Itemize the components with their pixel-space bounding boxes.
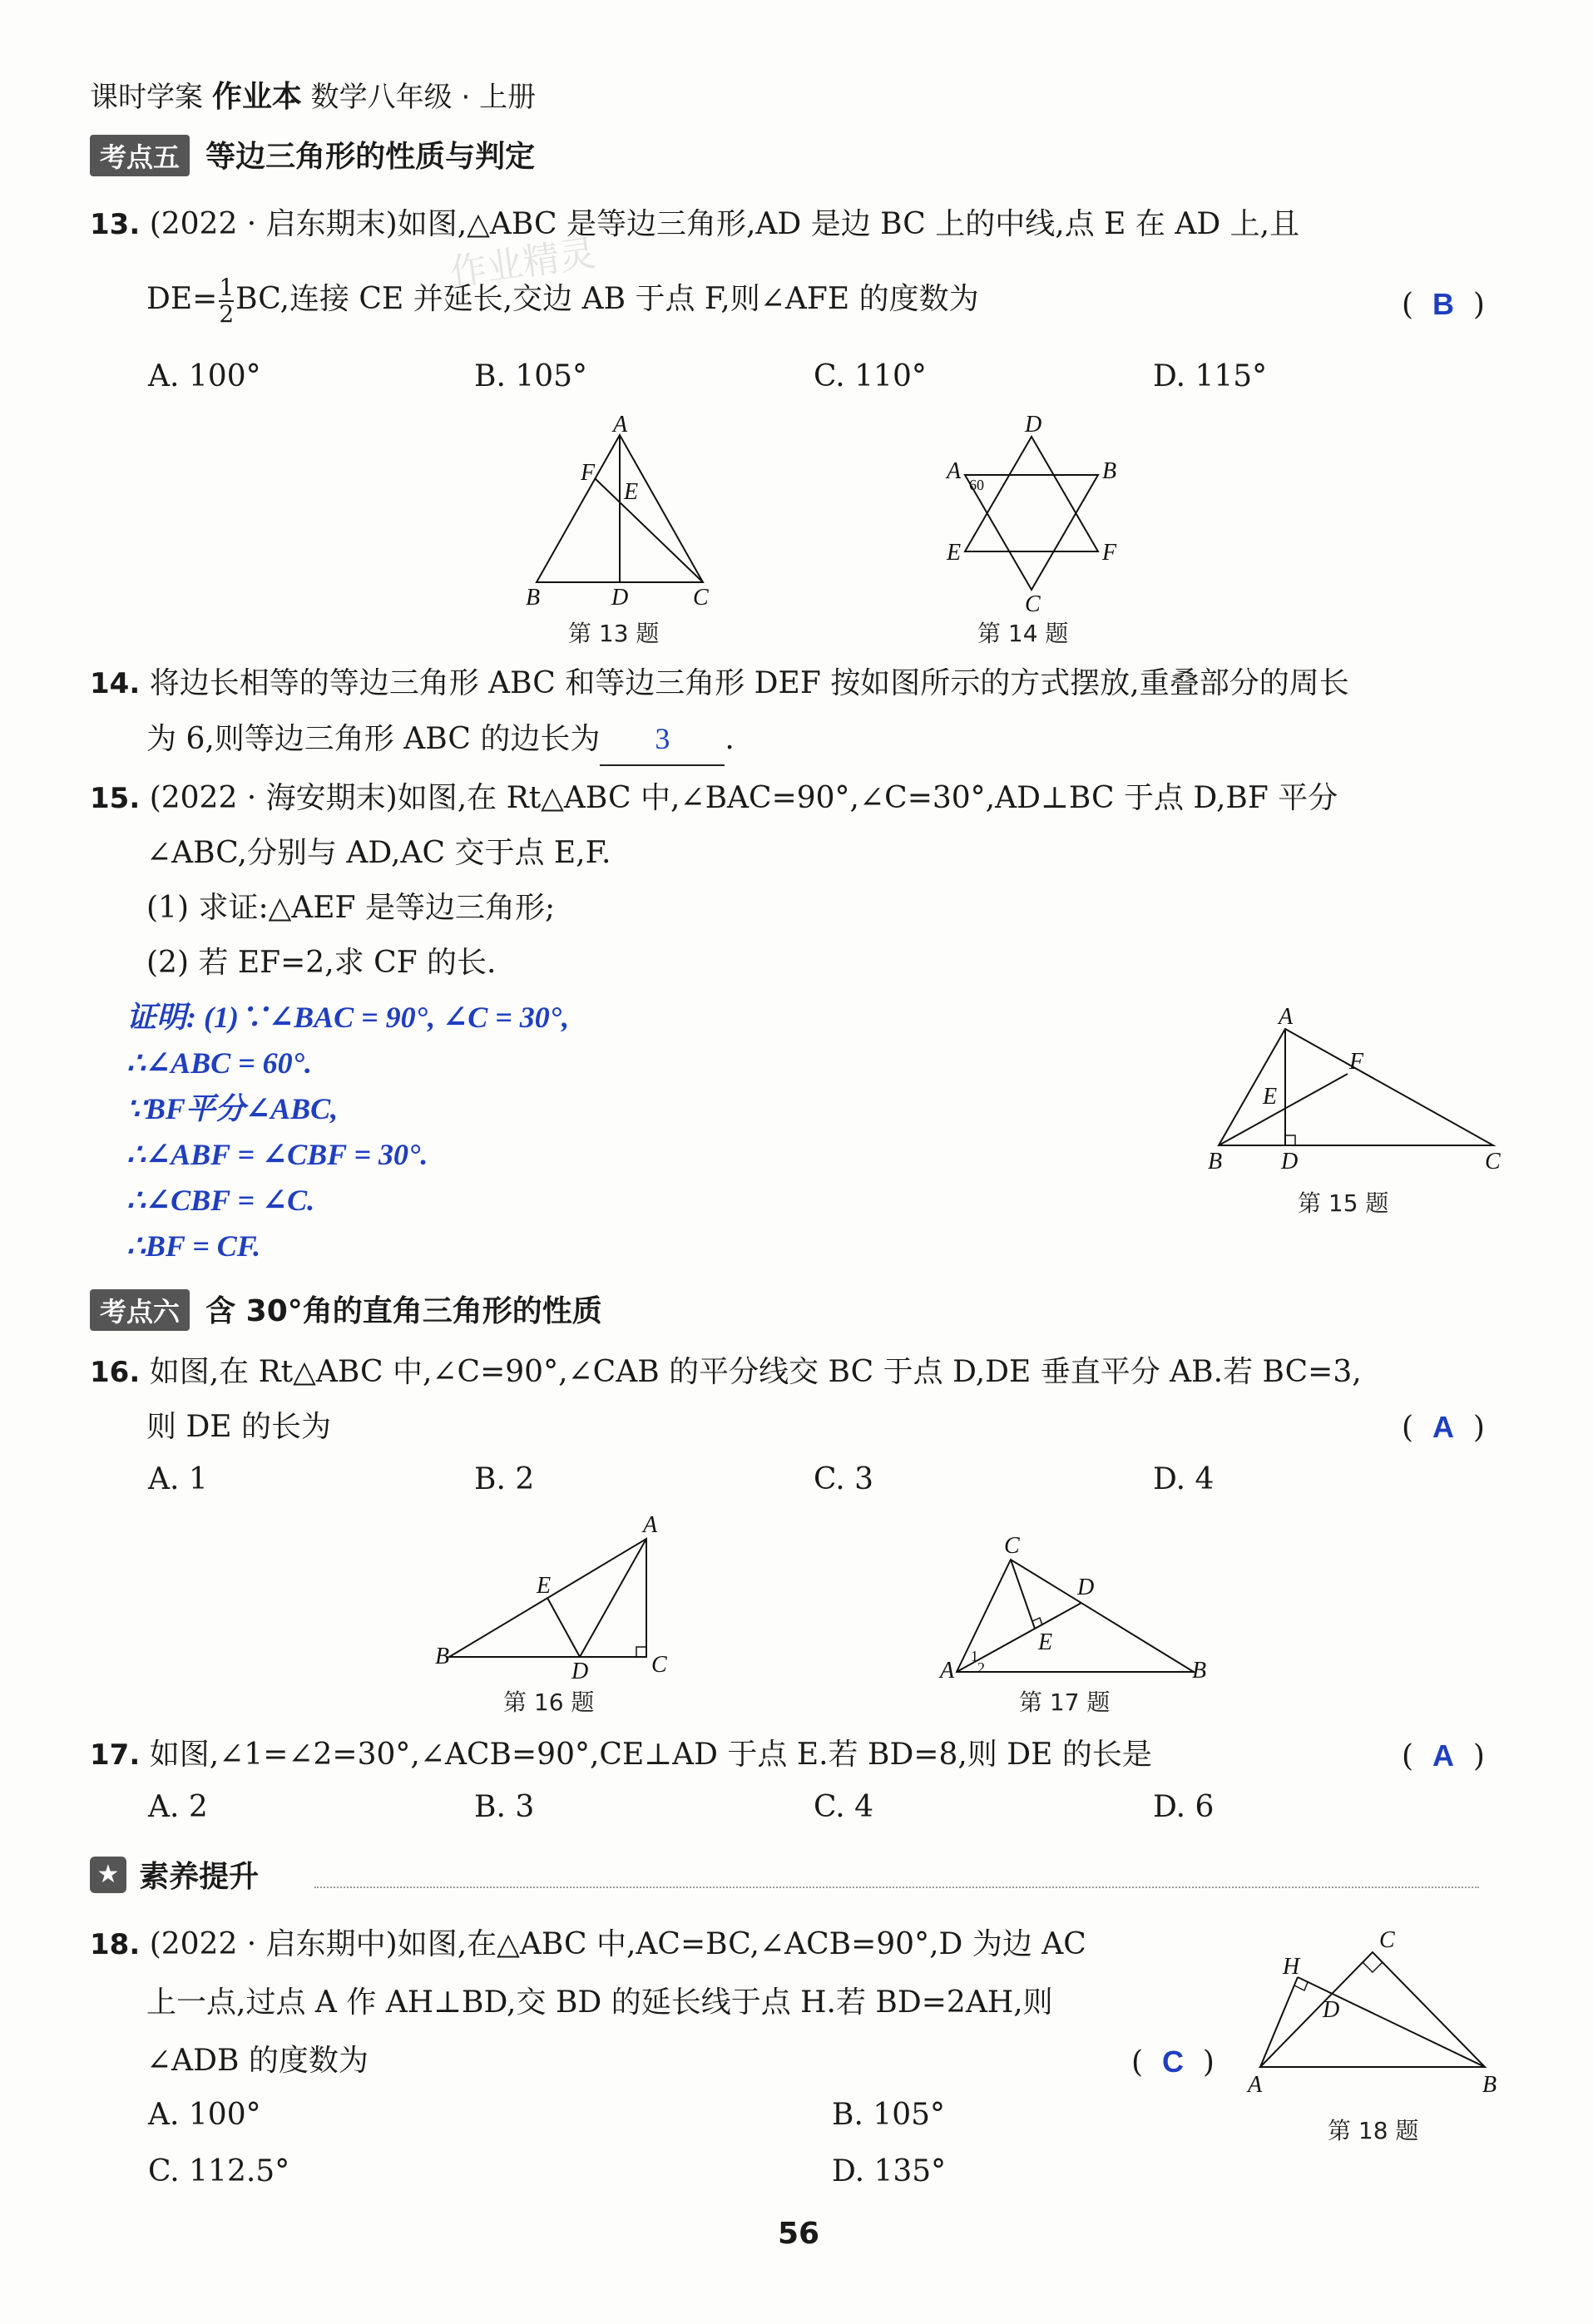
book-name-bold: 作业本	[211, 80, 302, 114]
label-c: C	[1379, 1927, 1395, 1953]
section-badge: 考点五	[90, 135, 190, 176]
proof-line: ∵BF平分∠ABC,	[126, 1092, 339, 1125]
figure-17	[928, 1535, 1219, 1684]
book-subject: 数学八年级 · 上册	[310, 81, 537, 114]
question-text: (2022 · 海安期末)如图,在 Rt△ABC 中,∠BAC=90°,∠C=30°,AD⊥BC 于点 D,BF 平分	[149, 781, 1338, 815]
figure-13	[516, 412, 732, 620]
label-c: C	[651, 1652, 667, 1678]
angle-60-label: 60	[969, 477, 984, 493]
label-a: A	[613, 412, 628, 438]
label-f: F	[1102, 540, 1117, 566]
label-a: A	[940, 1658, 955, 1684]
figure-caption: 第 13 题	[568, 620, 660, 647]
question-14-line2	[146, 714, 735, 766]
figure-14	[932, 412, 1131, 620]
label-b: B	[526, 585, 541, 611]
question-text: 为 6,则等边三角形 ABC 的边长为	[146, 722, 601, 756]
triangle-abc	[957, 1560, 1194, 1672]
question-16	[90, 1347, 1529, 1397]
segment-ce	[1011, 1560, 1035, 1629]
figure-18	[1239, 1917, 1514, 2109]
option-d: D. 135°	[832, 2154, 947, 2188]
question-number: 16.	[90, 1356, 141, 1389]
question-14	[90, 659, 1521, 709]
bisector-ad	[580, 1539, 646, 1657]
label-c: C	[693, 585, 709, 611]
section-badge: 考点六	[90, 1289, 190, 1331]
section-6-heading	[90, 1288, 602, 1331]
figure-caption: 第 14 题	[977, 620, 1069, 647]
question-text: 上一点,过点 A 作 AH⊥BD,交 BD 的延长线于点 H.若 BD=2AH,则	[146, 1985, 1053, 2020]
question-text: 将边长相等的等边三角形 ABC 和等边三角形 DEF 按如图所示的方式摆放,重叠部分的周长	[149, 666, 1349, 700]
question-number: 18.	[90, 1928, 141, 1961]
option-b: B. 105°	[474, 359, 588, 393]
label-e: E	[947, 540, 962, 566]
label-c: C	[1485, 1149, 1501, 1174]
option-a: A. 1	[148, 1462, 208, 1496]
label-b: B	[1482, 2072, 1497, 2098]
question-number: 17.	[90, 1738, 141, 1772]
label-f: F	[581, 460, 596, 486]
segment-ah	[1260, 1977, 1298, 2067]
figure-caption: 第 17 题	[1019, 1689, 1111, 1716]
label-f: F	[1349, 1049, 1364, 1075]
question-text: (2022 · 启东期中)如图,在△ABC 中,AC=BC,∠ACB=90°,D 为边 AC	[149, 1927, 1086, 1961]
proof-block	[126, 995, 569, 1269]
question-number: 15.	[90, 782, 141, 815]
page-header	[90, 73, 536, 116]
option-a: A. 2	[148, 1790, 208, 1824]
question-text: DE=	[146, 282, 218, 316]
answer-bracket-16: ( A )	[1402, 1410, 1485, 1445]
label-d: D	[1077, 1575, 1095, 1600]
proof-line: 证明: (1)∵∠BAC = 90°, ∠C = 30°,	[126, 1001, 570, 1034]
right-angle-mark	[636, 1647, 646, 1657]
label-e: E	[537, 1573, 552, 1599]
option-b: B. 2	[474, 1462, 535, 1496]
book-name: 课时学案	[90, 81, 203, 114]
figure-15	[1198, 1002, 1514, 1185]
label-d: D	[571, 1659, 589, 1680]
question-text: BC,连接 CE 并延长,交边 AB 于点 F,则∠AFE 的度数为	[235, 282, 979, 316]
option-c: C. 112.5°	[148, 2154, 290, 2188]
subquestion-1: (1) 求证:△AEF 是等边三角形;	[146, 891, 556, 925]
label-c: C	[1004, 1535, 1020, 1559]
line-cf	[595, 478, 703, 582]
option-a: A. 100°	[148, 359, 261, 393]
star-icon: ★	[90, 1857, 126, 1893]
triangle-abc	[1219, 1029, 1493, 1145]
proof-line: ∴∠CBF = ∠C.	[126, 1184, 315, 1217]
section-title: 含 30°角的直角三角形的性质	[205, 1294, 602, 1328]
answer: A	[1432, 1738, 1454, 1773]
question-13	[90, 200, 1504, 250]
label-d: D	[611, 585, 629, 611]
question-text: 如图,∠1=∠2=30°,∠ACB=90°,CE⊥AD 于点 E.若 BD=8,则 DE 的长是	[149, 1738, 1152, 1772]
question-text: ∠ADB 的度数为	[146, 2044, 369, 2078]
proof-line: ∴∠ABF = ∠CBF = 30°.	[126, 1138, 428, 1171]
label-d: D	[1323, 1997, 1340, 2023]
question-text: 则 DE 的长为	[146, 1410, 332, 1444]
figure-16	[428, 1514, 686, 1680]
label-a: A	[1248, 2072, 1263, 2098]
option-b: B. 105°	[832, 2098, 946, 2132]
label-b: B	[1208, 1149, 1223, 1174]
label-b: B	[1102, 458, 1117, 484]
page-number: 56	[778, 2217, 820, 2251]
question-number: 14.	[90, 667, 141, 700]
question-number: 13.	[90, 208, 141, 241]
angle-2-label: 2	[977, 1659, 985, 1676]
label-b: B	[435, 1644, 450, 1669]
triangle-def	[965, 437, 1098, 551]
bisector-bf	[1219, 1074, 1348, 1145]
fraction	[219, 275, 234, 327]
section-title: 等边三角形的性质与判定	[205, 140, 536, 174]
answer-bracket-18: ( C )	[1131, 2045, 1215, 2079]
triangle-abc	[965, 475, 1098, 590]
proof-line: ∴∠ABC = 60°.	[126, 1046, 313, 1080]
question-text: .	[725, 722, 735, 756]
figure-caption: 第 16 题	[503, 1689, 595, 1716]
answer-bracket-17: ( A )	[1402, 1738, 1485, 1773]
subquestion-2: (2) 若 EF=2,求 CF 的长.	[146, 946, 497, 980]
question-text: 如图,在 Rt△ABC 中,∠C=90°,∠CAB 的平分线交 BC 于点 D,DE 垂直平分 AB.若 BC=3,	[149, 1355, 1362, 1389]
answer: A	[1432, 1410, 1454, 1444]
option-d: D. 4	[1153, 1462, 1215, 1496]
answer: B	[1432, 287, 1454, 321]
proof-line: ∴BF = CF.	[126, 1229, 261, 1263]
section-7-heading	[90, 1853, 1504, 1896]
label-c: C	[1025, 591, 1041, 617]
fraction-numerator: 1	[219, 274, 235, 301]
answer-blank	[600, 714, 725, 766]
question-17	[90, 1730, 1421, 1780]
option-c: C. 3	[814, 1462, 874, 1496]
section-5-heading	[90, 133, 535, 176]
label-e: E	[1263, 1084, 1278, 1110]
label-a: A	[643, 1514, 658, 1538]
label-b: B	[1192, 1658, 1207, 1684]
figure-caption: 第 18 题	[1328, 2117, 1419, 2144]
divider	[314, 1886, 1479, 1888]
answer: C	[1161, 2045, 1184, 2079]
option-a: A. 100°	[148, 2098, 261, 2132]
figure-caption: 第 15 题	[1298, 1189, 1389, 1217]
right-angle-mark-c	[1363, 1962, 1383, 1972]
segment-de	[547, 1598, 580, 1657]
option-d: D. 6	[1153, 1790, 1215, 1824]
option-c: C. 4	[814, 1790, 874, 1824]
label-a: A	[1279, 1004, 1294, 1030]
right-angle-mark	[1285, 1135, 1295, 1145]
question-18	[90, 1920, 1254, 1970]
answer-bracket-13: ( B )	[1402, 287, 1485, 322]
answer: 3	[655, 722, 670, 755]
angle-1-label: 1	[971, 1648, 978, 1664]
section-title: 素养提升	[139, 1860, 260, 1894]
option-c: C. 110°	[814, 359, 927, 393]
right-angle-mark-h	[1294, 1982, 1308, 1990]
label-e: E	[1038, 1629, 1053, 1655]
question-text: (2022 · 启东期末)如图,△ABC 是等边三角形,AD 是边 BC 上的中线,点 E 在 AD 上,且	[149, 207, 1300, 241]
label-h: H	[1283, 1954, 1300, 1980]
fraction-denominator: 2	[219, 300, 235, 328]
question-text: ∠ABC,分别与 AD,AC 交于点 E,F.	[146, 836, 611, 870]
label-d: D	[1281, 1149, 1299, 1174]
label-e: E	[624, 479, 639, 505]
option-b: B. 3	[474, 1790, 535, 1824]
option-d: D. 115°	[1153, 359, 1268, 393]
question-15	[90, 774, 1521, 823]
question-13-line2	[146, 274, 979, 327]
label-a: A	[947, 458, 962, 484]
watermark-text: 作业精灵	[447, 231, 599, 294]
label-d: D	[1025, 412, 1042, 438]
